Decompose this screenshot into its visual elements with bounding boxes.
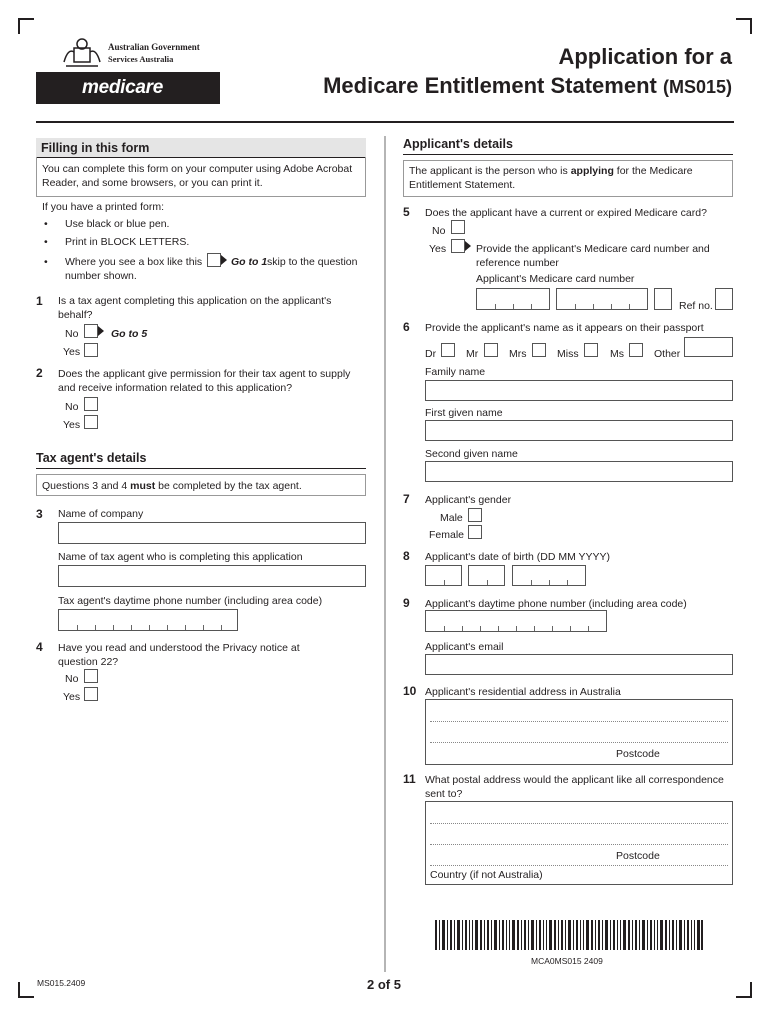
applicant-phone-input[interactable] [425, 610, 607, 632]
page-number: 2 of 5 [367, 977, 401, 992]
filling-heading: Filling in this form [41, 141, 150, 155]
q7-female-label: Female [429, 529, 465, 541]
first-name-input[interactable] [425, 420, 733, 441]
title-miss-checkbox[interactable] [584, 343, 598, 357]
applicant-note-after: for the Medicare Entitlement Statement. [409, 165, 693, 191]
q6-number: 6 [403, 320, 410, 334]
bullet-3-text: Where you see a box like this [65, 256, 203, 268]
filling-note: You can complete this form on your computer using Adobe Acrobat Reader, and some browsers, or you can print it. [42, 163, 353, 189]
page-title-text: Medicare Entitlement Statement [323, 73, 657, 98]
title-mr-label: Mr [466, 348, 479, 360]
tick [221, 625, 222, 630]
tick [588, 626, 589, 631]
barcode [435, 920, 703, 950]
q2-number: 2 [36, 366, 43, 380]
q5-yes-checkbox[interactable] [451, 239, 465, 253]
medicare-wordmark: medicare [82, 77, 164, 98]
q5-ref-label: Ref no. [679, 300, 713, 312]
q4-text: Have you read and understood the Privacy notice at question 22? [58, 642, 300, 668]
postal-dotted-line [430, 844, 728, 845]
medicare-card-part-2[interactable] [556, 288, 648, 310]
q8-text: Applicant's date of birth (DD MM YYYY) [425, 551, 611, 563]
q7-text: Applicant's gender [425, 494, 512, 506]
q1-goto: Go to 5 [111, 328, 148, 340]
q1-yes-label: Yes [63, 346, 81, 358]
q8-number: 8 [403, 549, 410, 563]
page-title-line-1: Application for a [558, 44, 732, 69]
tax-agent-rule [36, 468, 366, 469]
tick [185, 625, 186, 630]
q9-number: 9 [403, 596, 410, 610]
tick [611, 304, 612, 309]
q2-no-checkbox[interactable] [84, 397, 98, 411]
tick [498, 626, 499, 631]
tick [149, 625, 150, 630]
tick [531, 580, 532, 585]
applicant-note-before: The applicant is the person who is [409, 165, 568, 177]
bullet-2: Print in BLOCK LETTERS. [65, 236, 190, 248]
q1-no-label: No [65, 328, 79, 340]
q5-number: 5 [403, 205, 410, 219]
medicare-card-part-3[interactable] [654, 288, 672, 310]
title-dr-checkbox[interactable] [441, 343, 455, 357]
tax-agent-note [42, 480, 302, 493]
q3-phone-label: Tax agent's daytime phone number (including area code) [58, 595, 323, 607]
title-mr-checkbox[interactable] [484, 343, 498, 357]
q2-no-label: No [65, 401, 79, 413]
q4-number: 4 [36, 640, 43, 654]
address-dotted-line [430, 742, 728, 743]
tick [444, 626, 445, 631]
tick [570, 626, 571, 631]
q4-yes-checkbox[interactable] [84, 687, 98, 701]
q5-text: Does the applicant have a current or expired Medicare card? [425, 207, 707, 219]
tax-agent-heading: Tax agent's details [36, 451, 147, 465]
second-name-label: Second given name [425, 448, 518, 460]
q1-yes-checkbox[interactable] [84, 343, 98, 357]
tick [575, 304, 576, 309]
q6-text: Provide the applicant's name as it appears on their passport [425, 322, 704, 334]
q11-country-label: Country (if not Australia) [430, 869, 543, 881]
bullet-3-after: skip to the question [267, 256, 358, 268]
bullet-dot-2: • [44, 236, 48, 248]
residential-address-input[interactable] [425, 699, 733, 765]
q4-no-label: No [65, 673, 79, 685]
q10-text: Applicant's residential address in Australia [425, 686, 621, 698]
tick [480, 626, 481, 631]
q1-number: 1 [36, 294, 43, 308]
tick [531, 304, 532, 309]
bullet-dot-1: • [44, 218, 48, 230]
form-code-footer: MS015.2409 [37, 978, 86, 988]
first-name-label: First given name [425, 407, 503, 419]
tick [516, 626, 517, 631]
q5-no-checkbox[interactable] [451, 220, 465, 234]
gov-line-1: Australian Government [108, 42, 200, 52]
family-name-input[interactable] [425, 380, 733, 401]
bullet-dot-3: • [44, 256, 48, 268]
example-arrow-box-icon [207, 253, 221, 267]
q10-number: 10 [403, 684, 417, 698]
tax-agent-note-after: be completed by the tax agent. [158, 480, 302, 492]
q7-number: 7 [403, 492, 410, 506]
tick [552, 626, 553, 631]
title-ms-label: Ms [610, 348, 624, 360]
postal-address-input[interactable] [425, 801, 733, 885]
applicant-note-bold: applying [570, 165, 614, 177]
printed-intro: If you have a printed form: [42, 201, 164, 213]
title-ms-checkbox[interactable] [629, 343, 643, 357]
tax-agent-note-before: Questions 3 and 4 [42, 480, 128, 492]
column-divider [384, 136, 386, 972]
title-mrs-label: Mrs [509, 348, 527, 360]
q5-yes-text: Provide the applicant's Medicare card number and reference number [476, 243, 710, 269]
tick [167, 625, 168, 630]
q4-no-checkbox[interactable] [84, 669, 98, 683]
q9-text: Applicant's daytime phone number (including area code) [425, 598, 687, 610]
q11-postcode-label: Postcode [616, 850, 660, 862]
q1-no-checkbox[interactable] [84, 324, 98, 338]
header-rule [36, 121, 734, 123]
corner-mark-bottom-left [18, 982, 34, 998]
company-name-input[interactable] [58, 522, 366, 544]
q5-no-label: No [432, 225, 446, 237]
q7-male-checkbox[interactable] [468, 508, 482, 522]
title-miss-label: Miss [557, 348, 579, 360]
q2-yes-label: Yes [63, 419, 81, 431]
applicant-heading: Applicant's details [403, 137, 513, 151]
q7-female-checkbox[interactable] [468, 525, 482, 539]
q7-male-label: Male [440, 512, 463, 524]
tax-agent-note-bold: must [130, 480, 156, 492]
q5-yes-label: Yes [429, 243, 447, 255]
page-title-line-2 [323, 73, 732, 99]
tick [95, 625, 96, 630]
q5-card-label: Applicant's Medicare card number [476, 273, 635, 285]
applicant-rule [403, 154, 733, 155]
tick [495, 304, 496, 309]
form-code: (MS015) [662, 77, 732, 97]
dob-year-input[interactable] [512, 565, 586, 586]
bullet-3-goto: Go to 1 [231, 256, 268, 268]
coat-of-arms-icon [60, 36, 104, 70]
tick [567, 580, 568, 585]
tax-agent-name-input[interactable] [58, 565, 366, 587]
q11-number: 11 [403, 772, 416, 786]
family-name-label: Family name [425, 366, 486, 378]
postal-dotted-line [430, 823, 728, 824]
tick [113, 625, 114, 630]
title-other-input[interactable] [684, 337, 733, 357]
email-label: Applicant's email [425, 641, 504, 653]
tick [77, 625, 78, 630]
postal-dotted-line [430, 865, 728, 866]
tick [462, 626, 463, 631]
bullet-1: Use black or blue pen. [65, 218, 170, 230]
medicare-ref-input[interactable] [715, 288, 733, 310]
q1-text: Is a tax agent completing this application on the applicant's behalf? [58, 295, 332, 321]
q2-text: Does the applicant give permission for their tax agent to supply and receive information related to this application? [58, 368, 351, 394]
tick [487, 580, 488, 585]
tick [629, 304, 630, 309]
medicare-card-part-1[interactable] [476, 288, 550, 310]
corner-mark-top-right [736, 18, 752, 34]
title-other-label: Other [654, 348, 681, 360]
gov-line-2: Services Australia [108, 54, 174, 64]
tick [131, 625, 132, 630]
q11-text: What postal address would the applicant like all correspondence sent to? [425, 774, 724, 800]
tick [534, 626, 535, 631]
corner-mark-bottom-right [736, 982, 752, 998]
tax-agent-phone-input[interactable] [58, 609, 238, 631]
bullet-3-line-2: number shown. [65, 270, 137, 282]
address-dotted-line [430, 721, 728, 722]
tick [593, 304, 594, 309]
q10-postcode-label: Postcode [616, 748, 660, 760]
q3-agent-label: Name of tax agent who is completing this application [58, 551, 303, 563]
dob-month-input[interactable] [468, 565, 505, 586]
medicare-logo [36, 72, 220, 104]
second-name-input[interactable] [425, 461, 733, 482]
q2-yes-checkbox[interactable] [84, 415, 98, 429]
barcode-text: MCA0MS015 2409 [531, 956, 603, 966]
q3-company-label: Name of company [58, 508, 144, 520]
applicant-email-input[interactable] [425, 654, 733, 675]
q4-yes-label: Yes [63, 691, 81, 703]
title-mrs-checkbox[interactable] [532, 343, 546, 357]
dob-day-input[interactable] [425, 565, 462, 586]
tick [549, 580, 550, 585]
tick [513, 304, 514, 309]
tick [203, 625, 204, 630]
corner-mark-top-left [18, 18, 34, 34]
q3-number: 3 [36, 507, 43, 521]
title-dr-label: Dr [425, 348, 437, 360]
applicant-note [409, 164, 731, 192]
tick [444, 580, 445, 585]
